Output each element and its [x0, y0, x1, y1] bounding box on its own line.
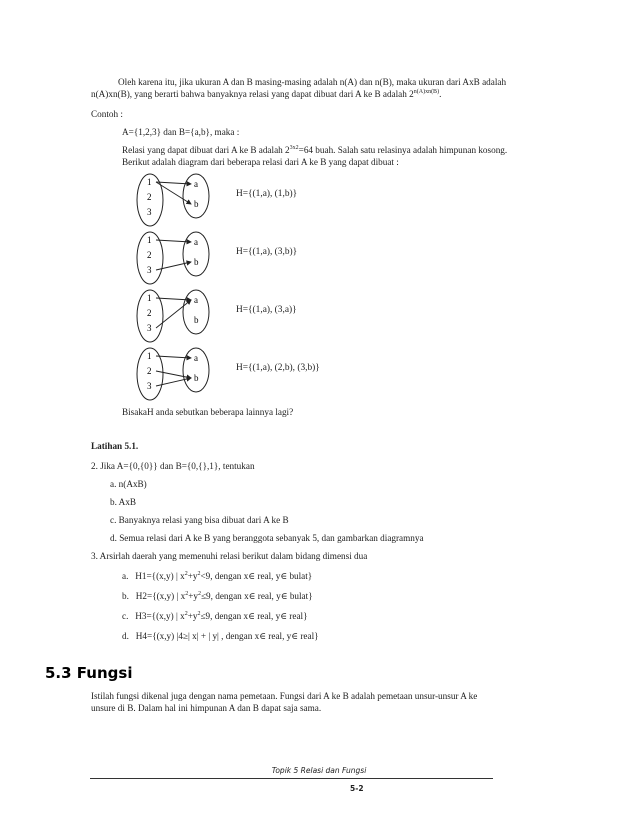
q3-item-d: d. H4={(x,y) |4≥| x| + | y| , dengan x∈ real, y∈ real}	[122, 631, 319, 641]
domain-element: 1	[147, 351, 152, 361]
relation-arrow	[156, 371, 191, 378]
intro-line-2: n(A)xn(B), yang berarti bahwa banyaknya relasi yang dapat dibuat dari A ke B adalah $2^{n(A)xn(B)}$.	[91, 88, 442, 99]
relation-set: H={(1,a), (2,b), (3,b)}	[236, 363, 320, 373]
section-heading: 5.3 Fungsi	[45, 664, 133, 682]
domain-element: 2	[147, 366, 152, 376]
diagram-svg	[130, 230, 220, 286]
relation-arrow	[156, 262, 191, 270]
diagram-svg	[130, 172, 220, 228]
codomain-element: b	[194, 373, 199, 383]
diagram-svg	[130, 346, 220, 402]
domain-element: 3	[147, 265, 152, 275]
domain-element: 3	[147, 323, 152, 333]
contoh-sets: A={1,2,3} dan B={a,b}, maka :	[122, 127, 240, 137]
relation-diagram	[130, 346, 220, 408]
section-line-1: Istilah fungsi dikenal juga dengan nama pemetaan. Fungsi dari A ke B adalah pemetaan unsur-unsur A ke	[91, 691, 478, 701]
domain-element: 1	[147, 235, 152, 245]
latihan-q3: 3. Arsirlah daerah yang memenuhi relasi berikut dalam bidang dimensi dua	[91, 551, 368, 561]
domain-element: 1	[147, 177, 152, 187]
relation-diagram	[130, 172, 220, 234]
footer-title: Topik 5 Relasi dan Fungsi	[271, 766, 367, 775]
relation-set: H={(1,a), (3,a)}	[236, 305, 297, 315]
latihan-q2: 2. Jika A={0,{0}} dan B={0,{},1}, tentukan	[91, 461, 255, 471]
codomain-element: b	[194, 257, 199, 267]
codomain-element: a	[194, 179, 198, 189]
domain-element: 2	[147, 192, 152, 202]
codomain-element: b	[194, 315, 199, 325]
contoh-diagram-intro: Berikut adalah diagram dari beberapa relasi dari A ke B yang dapat dibuat :	[122, 157, 399, 167]
q3-item-a: a. H1={(x,y) | $x^2+y^2<9$, dengan x∈ real, y∈ bulat}	[122, 570, 313, 581]
codomain-element: b	[194, 199, 199, 209]
intro-line-1: Oleh karena itu, jika ukuran A dan B masing-masing adalah n(A) dan n(B), maka ukuran dari AxB adalah	[118, 77, 507, 87]
domain-element: 3	[147, 207, 152, 217]
domain-element: 2	[147, 308, 152, 318]
relation-diagram	[130, 230, 220, 292]
page-number: 5-2	[350, 784, 364, 793]
codomain-element: a	[194, 353, 198, 363]
domain-element: 1	[147, 293, 152, 303]
section-line-2: unsure di B. Dalam hal ini himpunan A dan B dapat saja sama.	[91, 703, 322, 713]
q2-item-c: c. Banyaknya relasi yang bisa dibuat dari A ke B	[110, 515, 289, 525]
codomain-element: a	[194, 237, 198, 247]
q2-item-d: d. Semua relasi dari A ke B yang beranggota sebanyak 5, dan gambarkan diagramnya	[110, 533, 424, 543]
contoh-count: Relasi yang dapat dibuat dari A ke B adalah $2^{3x2}=64$ buah. Salah satu relasinya adalah himpunan kosong.	[122, 144, 508, 155]
relation-diagram	[130, 288, 220, 350]
q3-item-c: c. H3={(x,y) | $x^2+y^2\le 9$, dengan x∈ real, y∈ real}	[122, 610, 308, 621]
domain-element: 3	[147, 381, 152, 391]
relation-set: H={(1,a), (1,b)}	[236, 189, 298, 199]
footer-divider	[90, 778, 493, 779]
contoh-label: Contoh :	[91, 109, 123, 119]
latihan-title: Latihan 5.1.	[91, 441, 139, 451]
question-text: BisakaH anda sebutkan beberapa lainnya lagi?	[122, 407, 294, 417]
codomain-element: a	[194, 295, 198, 305]
relation-set: H={(1,a), (3,b)}	[236, 247, 298, 257]
q2-item-b: b. AxB	[110, 497, 137, 507]
relation-arrow	[156, 378, 191, 386]
q2-item-a: a. n(AxB)	[110, 479, 147, 489]
relation-arrow	[156, 182, 191, 204]
domain-element: 2	[147, 250, 152, 260]
diagram-svg	[130, 288, 220, 344]
q3-item-b: b. H2={(x,y) | $x^2+y^2\le 9$, dengan x∈ real, y∈ bulat}	[122, 590, 313, 601]
